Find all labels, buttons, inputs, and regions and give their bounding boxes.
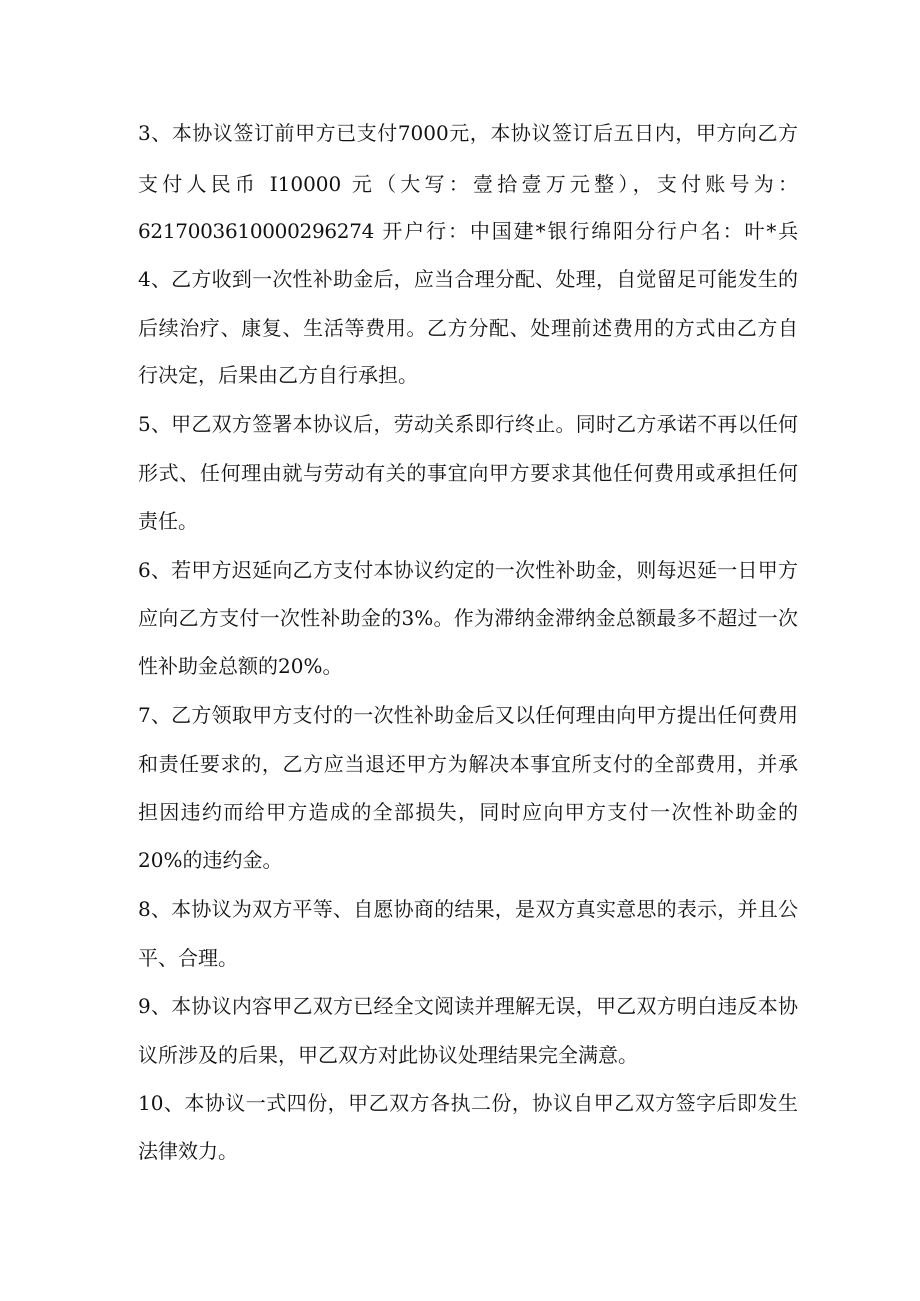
- clause-3-line-3: 6217003610000296274 开户行：中国建*银行绵阳分行户名：叶*兵: [138, 219, 798, 243]
- clause-9-line-2: 议所涉及的后果，甲乙双方对此协议处理结果完全满意。: [138, 1043, 638, 1067]
- clause-7-line-1: 7、乙方领取甲方支付的一次性补助金后又以任何理由向甲方提出任何费用: [138, 703, 798, 727]
- clause-5-line-2: 形式、任何理由就与劳动有关的事宜向甲方要求其他任何费用或承担任何: [138, 461, 798, 485]
- clause-9-line-1: 9、本协议内容甲乙双方已经全文阅读并理解无误，甲乙双方明白违反本协: [138, 994, 798, 1018]
- clause-3-line-1: 3、本协议签订前甲方已支付7000元，本协议签订后五日内，甲方向乙方: [138, 121, 798, 145]
- clause-5-line-3: 责任。: [138, 509, 198, 533]
- clause-4-line-3: 行决定，后果由乙方自行承担。: [138, 363, 418, 387]
- clause-10-line-1: 10、本协议一式四份，甲乙双方各执二份，协议自甲乙双方签字后即发生: [138, 1091, 798, 1115]
- clause-6-line-2: 应向乙方支付一次性补助金的3%。作为滞纳金滞纳金总额最多不超过一次: [138, 606, 798, 630]
- clause-7-line-3: 担因违约而给甲方造成的全部损失，同时应向甲方支付一次性补助金的: [138, 800, 798, 824]
- clause-10-line-2: 法律效力。: [138, 1139, 238, 1163]
- clause-3-line-2: 支付人民币 I10000 元（大写：壹拾壹万元整），支付账号为：: [138, 172, 798, 196]
- clause-5-line-1: 5、甲乙双方签署本协议后，劳动关系即行终止。同时乙方承诺不再以任何: [138, 412, 798, 436]
- clause-4-line-1: 4、乙方收到一次性补助金后，应当合理分配、处理，自觉留足可能发生的: [138, 267, 798, 291]
- clause-6-line-1: 6、若甲方迟延向乙方支付本协议约定的一次性补助金，则每迟延一日甲方: [138, 558, 798, 582]
- clause-6-line-3: 性补助金总额的20%。: [138, 654, 343, 678]
- clause-8-line-1: 8、本协议为双方平等、自愿协商的结果，是双方真实意思的表示，并且公: [138, 897, 798, 921]
- clause-8-line-2: 平、合理。: [138, 946, 238, 970]
- clause-4-line-2: 后续治疗、康复、生活等费用。乙方分配、处理前述费用的方式由乙方自: [138, 316, 798, 340]
- clause-7-line-2: 和责任要求的，乙方应当退还甲方为解决本事宜所支付的全部费用，并承: [138, 752, 798, 776]
- clause-7-line-4: 20%的违约金。: [138, 848, 283, 872]
